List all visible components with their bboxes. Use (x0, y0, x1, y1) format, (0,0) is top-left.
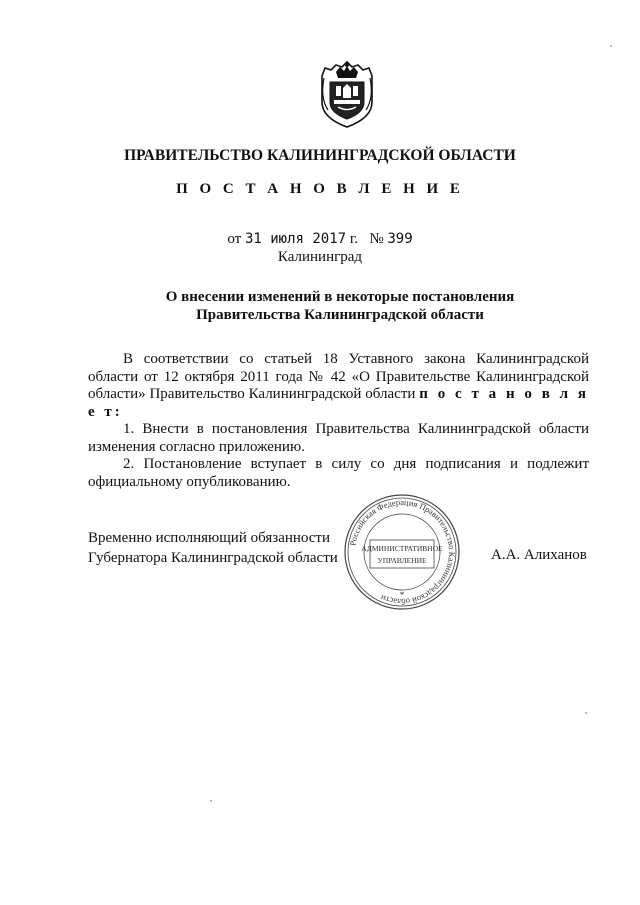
stamp-center-line-1: АДМИНИСТРАТИВНОЕ (361, 544, 443, 553)
intro-paragraph (88, 351, 589, 421)
decree-body (88, 351, 589, 491)
document-type: П О С Т А Н О В Л Е Н И Е (176, 181, 464, 197)
decree-date: 31 июля 2017 (244, 231, 347, 247)
city: Калининград (277, 249, 363, 265)
stamp-center-line-2: УПРАВЛЕНИЕ (377, 556, 427, 565)
date-number-line (0, 231, 640, 248)
stamp-star: * (399, 590, 405, 600)
subject-line-2: Правительства Калининградской области (196, 307, 484, 323)
decree-word: п о с т а н о в л я е т: (88, 386, 590, 420)
scan-speck (610, 45, 612, 47)
stamp-ring-text: Российская Федерация Правительство Калининградской области (347, 496, 458, 608)
item-1: 1. Внести в постановления Правительства Калининградской области изменения согласно приложению. (88, 421, 589, 455)
signatory-position (88, 528, 338, 568)
decree-number: 399 (387, 231, 413, 247)
intro-text: В соответствии со статьей 18 Уставного закона Калининградской области от 12 октября 2011 года № 42 «О Правительстве Калининградской области» Правительство Калининградской области (88, 351, 589, 402)
scan-speck (210, 800, 212, 802)
position-line-1: Временно исполняющий обязанности (88, 530, 331, 546)
signatory-name: А.А. Алиханов (491, 547, 587, 563)
date-suffix: г. (349, 231, 359, 247)
date-prefix: от (227, 231, 242, 247)
item-2: 2. Постановление вступает в силу со дня подписания и подлежит официальному опубликованию. (88, 456, 589, 490)
official-stamp (342, 492, 462, 612)
scan-speck (585, 712, 587, 714)
subject-line-1: О внесении изменений в некоторые постановления (165, 289, 515, 305)
coat-of-arms-emblem (316, 58, 378, 130)
number-sign: № (369, 231, 384, 247)
position-line-2: Губернатора Калининградской области (88, 550, 338, 566)
decree-subject (100, 288, 580, 324)
organization-title: ПРАВИТЕЛЬСТВО КАЛИНИНГРАДСКОЙ ОБЛАСТИ (124, 147, 516, 164)
